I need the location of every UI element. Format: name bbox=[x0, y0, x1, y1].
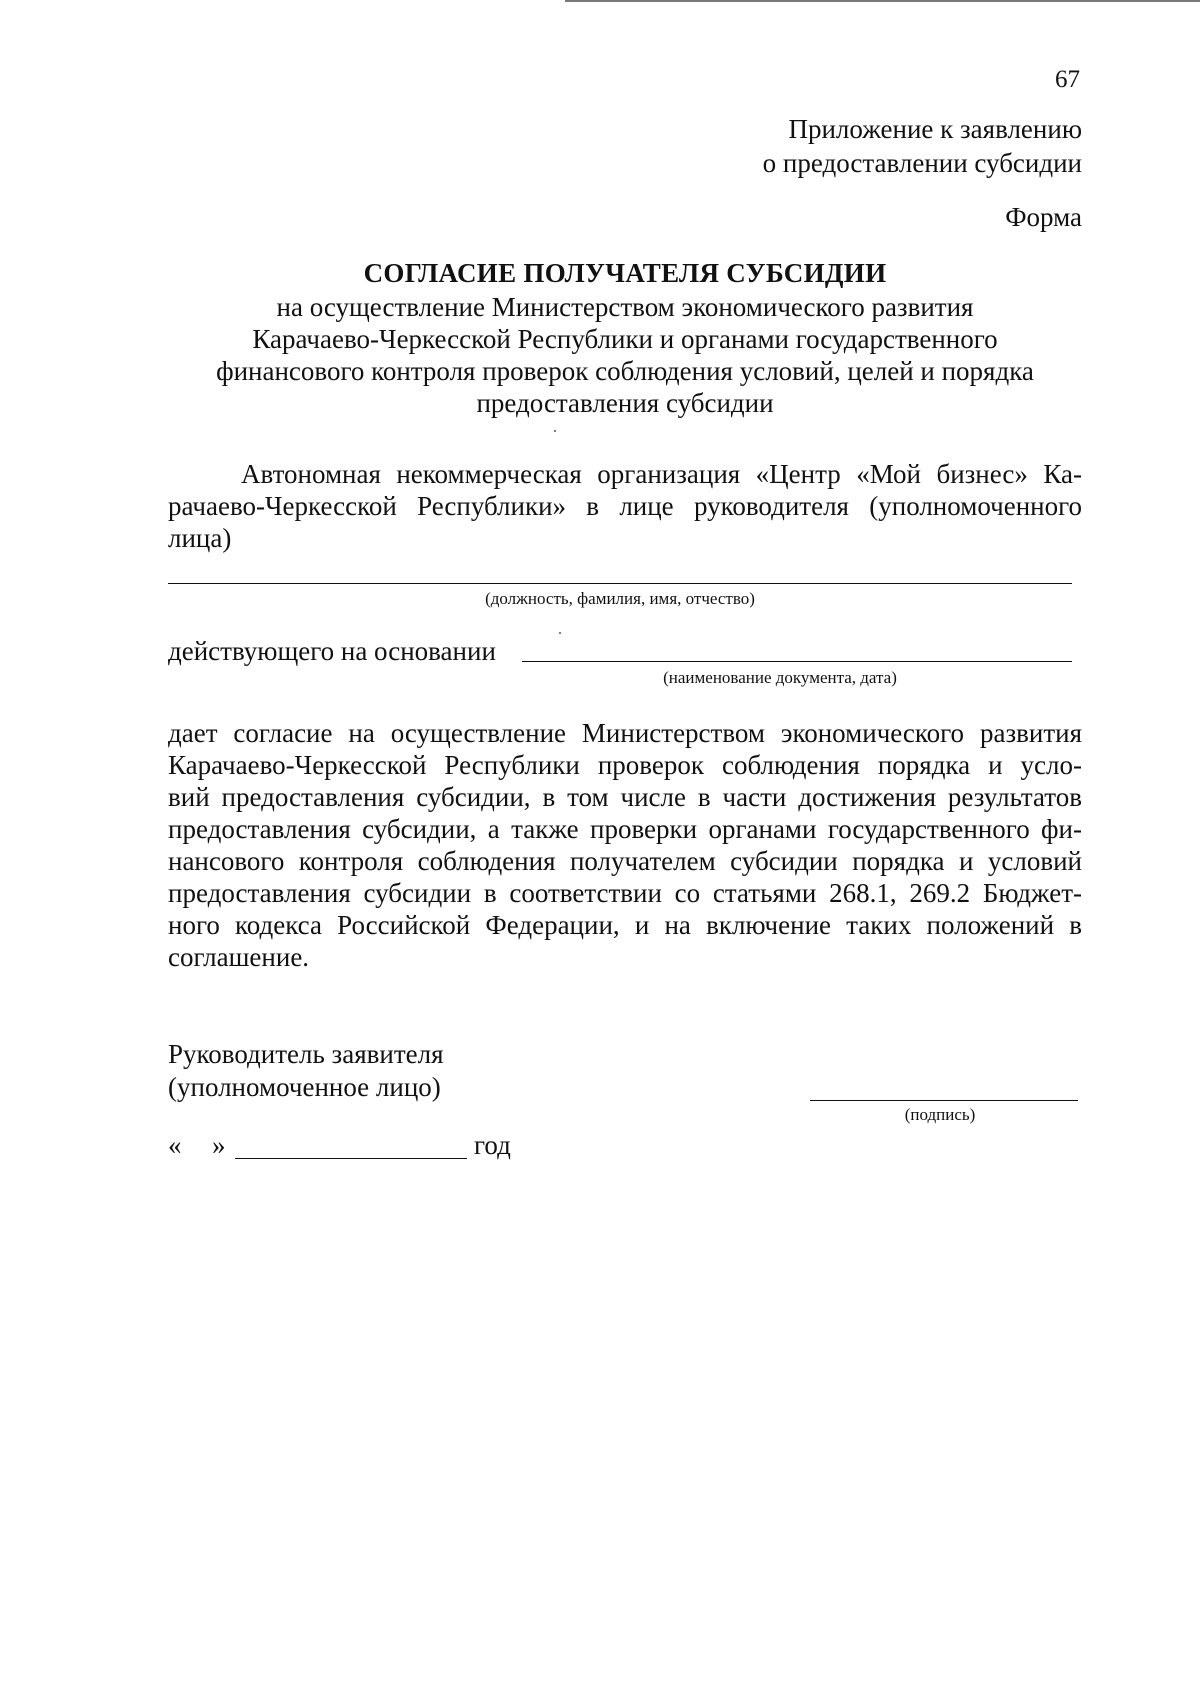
paragraph-line: дает согласие на осуществление Министерством экономического развития bbox=[168, 718, 1082, 748]
basis-caption: (наименование документа, дата) bbox=[663, 668, 897, 687]
date-fill-line[interactable] bbox=[235, 1158, 467, 1159]
appendix-line-2: о предоставлении субсидии bbox=[762, 148, 1082, 178]
scan-speck bbox=[559, 632, 561, 634]
paragraph-line: Карачаево-Черкесской Республики проверок соблюдения порядка и усло- bbox=[168, 750, 1082, 780]
date-quote-close: » bbox=[212, 1130, 226, 1160]
appendix-note bbox=[620, 112, 1082, 180]
subtitle-line: на осуществление Министерством экономического развития bbox=[276, 292, 974, 322]
basis-fill-line[interactable] bbox=[522, 661, 1072, 662]
date-quote-open: « bbox=[168, 1130, 182, 1160]
signature-fill-line[interactable] bbox=[810, 1100, 1078, 1101]
consent-paragraph bbox=[168, 717, 1082, 973]
page-number: 67 bbox=[1055, 66, 1080, 93]
paragraph-line: ного кодекса Российской Федерации, и на включение таких положений в bbox=[168, 910, 1082, 940]
position-caption: (должность, фамилия, имя, отчество) bbox=[485, 589, 755, 608]
organization-paragraph bbox=[168, 458, 1082, 554]
document-title: СОГЛАСИЕ ПОЛУЧАТЕЛЯ СУБСИДИИ bbox=[363, 258, 887, 288]
paragraph-line: Автономная некоммерческая организация «Центр «Мой бизнес» Ка- bbox=[241, 459, 1082, 489]
signature-caption: (подпись) bbox=[904, 1105, 976, 1124]
subtitle-line: финансового контроля проверок соблюдения условий, целей и порядка bbox=[216, 356, 1034, 386]
document-subtitle bbox=[168, 291, 1082, 419]
signer-line-2: (уполномоченное лицо) bbox=[168, 1072, 441, 1102]
position-fill-line[interactable] bbox=[168, 583, 1072, 584]
scan-speck bbox=[554, 430, 556, 432]
form-label: Форма bbox=[1005, 202, 1082, 232]
signer-block bbox=[168, 1038, 444, 1104]
basis-label: действующего на основании bbox=[168, 636, 496, 666]
paragraph-line: предоставления субсидии, а также проверки органами государственного фи- bbox=[168, 814, 1082, 844]
paragraph-line: предоставления субсидии в соответствии со статьями 268.1, 269.2 Бюджет- bbox=[168, 878, 1082, 908]
appendix-line-1: Приложение к заявлению bbox=[788, 114, 1082, 144]
paragraph-line: нансового контроля соблюдения получателем субсидии порядка и условий bbox=[168, 846, 1082, 876]
scan-edge-line bbox=[565, 0, 1200, 2]
paragraph-line: рачаево-Черкесской Республики» в лице руководителя (уполномоченного bbox=[168, 491, 1082, 521]
paragraph-line: лица) bbox=[168, 523, 232, 553]
paragraph-line: вий предоставления субсидии, в том числе в части достижения результатов bbox=[168, 782, 1082, 812]
date-year-word: год bbox=[474, 1130, 511, 1160]
paragraph-line: соглашение. bbox=[168, 942, 310, 972]
signer-line-1: Руководитель заявителя bbox=[168, 1039, 444, 1069]
subtitle-line: предоставления субсидии bbox=[476, 388, 774, 418]
subtitle-line: Карачаево-Черкесской Республики и органами государственного bbox=[252, 324, 998, 354]
